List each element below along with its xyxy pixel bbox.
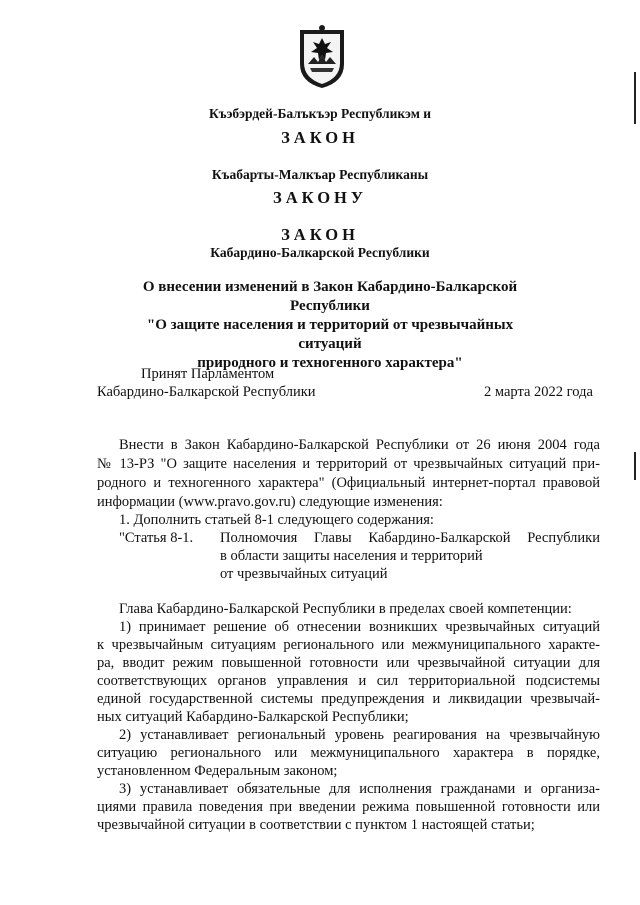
body-line: родного и техногенного характера" (Официальный интернет-портал правовой (97, 475, 600, 491)
body-line: 3) устанавливает обязательные для исполнения гражданами и организа- (119, 781, 600, 797)
amendment-item-1: 1. Дополнить статьей 8-1 следующего содержания: (119, 512, 434, 528)
body-line: информации (www.pravo.gov.ru) следующие изменения: (97, 494, 443, 510)
balkar-republic-line: Къабарты-Малкъар Республиканы (211, 167, 429, 182)
article-title-line: от чрезвычайных ситуаций (220, 566, 388, 582)
adopted-by-line: Принят Парламентом (141, 366, 275, 382)
article-label: "Статья 8-1. (119, 530, 194, 546)
body-line: единой государственной системы предупреждения и ликвидации чрезвычай- (97, 691, 600, 707)
kabardian-zakon-heading: ЗАКОН (281, 128, 359, 147)
russian-republic-line: Кабардино-Балкарской Республики (210, 245, 430, 260)
powers-head-sentence: Глава Кабардино-Балкарской Республики в пределах своей компетенции: (119, 601, 572, 617)
body-line: 2) устанавливает региональный уровень реагирования на чрезвычайную (119, 727, 600, 743)
body-line: циями правила поведения при введении режима повышенной готовности или (97, 799, 600, 815)
law-title-line: природного и техногенного характера" (197, 355, 463, 371)
article-title-line: Полномочия Главы Кабардино-Балкарской Республики (220, 530, 600, 546)
body-line: № 13-РЗ "О защите населения и территорий от чрезвычайных ситуаций при- (97, 456, 600, 472)
body-line: ситуацию регионального или межмуниципального характера в порядке, (97, 745, 600, 761)
scan-edge-mark (634, 72, 636, 124)
body-line: Внести в Закон Кабардино-Балкарской Республики от 26 июня 2004 года (119, 437, 600, 453)
adopted-by-parliament-line: Кабардино-Балкарской Республики (97, 384, 316, 400)
law-title-line: О внесении изменений в Закон Кабардино-Балкарской Республики (142, 279, 518, 314)
adoption-date: 2 марта 2022 года (484, 384, 593, 400)
article-title-line: в области защиты населения и территорий (220, 548, 483, 564)
law-title-line: "О защите населения и территорий от чрезвычайных ситуаций (146, 317, 514, 352)
scan-edge-mark (634, 452, 636, 480)
body-line: установленном Федеральным законом; (97, 763, 338, 779)
coat-of-arms-emblem (296, 24, 348, 90)
balkar-zakonu-heading: ЗАКОНУ (273, 188, 367, 207)
kabardian-republic-line: Къэбэрдей-Балъкъэр Республикэм и (208, 106, 432, 121)
body-line: 1) принимает решение об отнесении возникших чрезвычайных ситуаций (119, 619, 600, 635)
law-title (130, 278, 530, 373)
body-line: ра, вводит режим повышенной готовности или чрезвычайной ситуации для (97, 655, 600, 671)
russian-zakon-heading: ЗАКОН (281, 225, 359, 244)
body-line: к чрезвычайным ситуациям регионального или межмуниципального характе- (97, 637, 600, 653)
body-line: чрезвычайной ситуации в соответствии с пунктом 1 настоящей статьи; (97, 817, 535, 833)
body-line: соответствующих органов управления и сил территориальной подсистемы (97, 673, 600, 689)
body-line: ных ситуаций Кабардино-Балкарской Республики; (97, 709, 409, 725)
